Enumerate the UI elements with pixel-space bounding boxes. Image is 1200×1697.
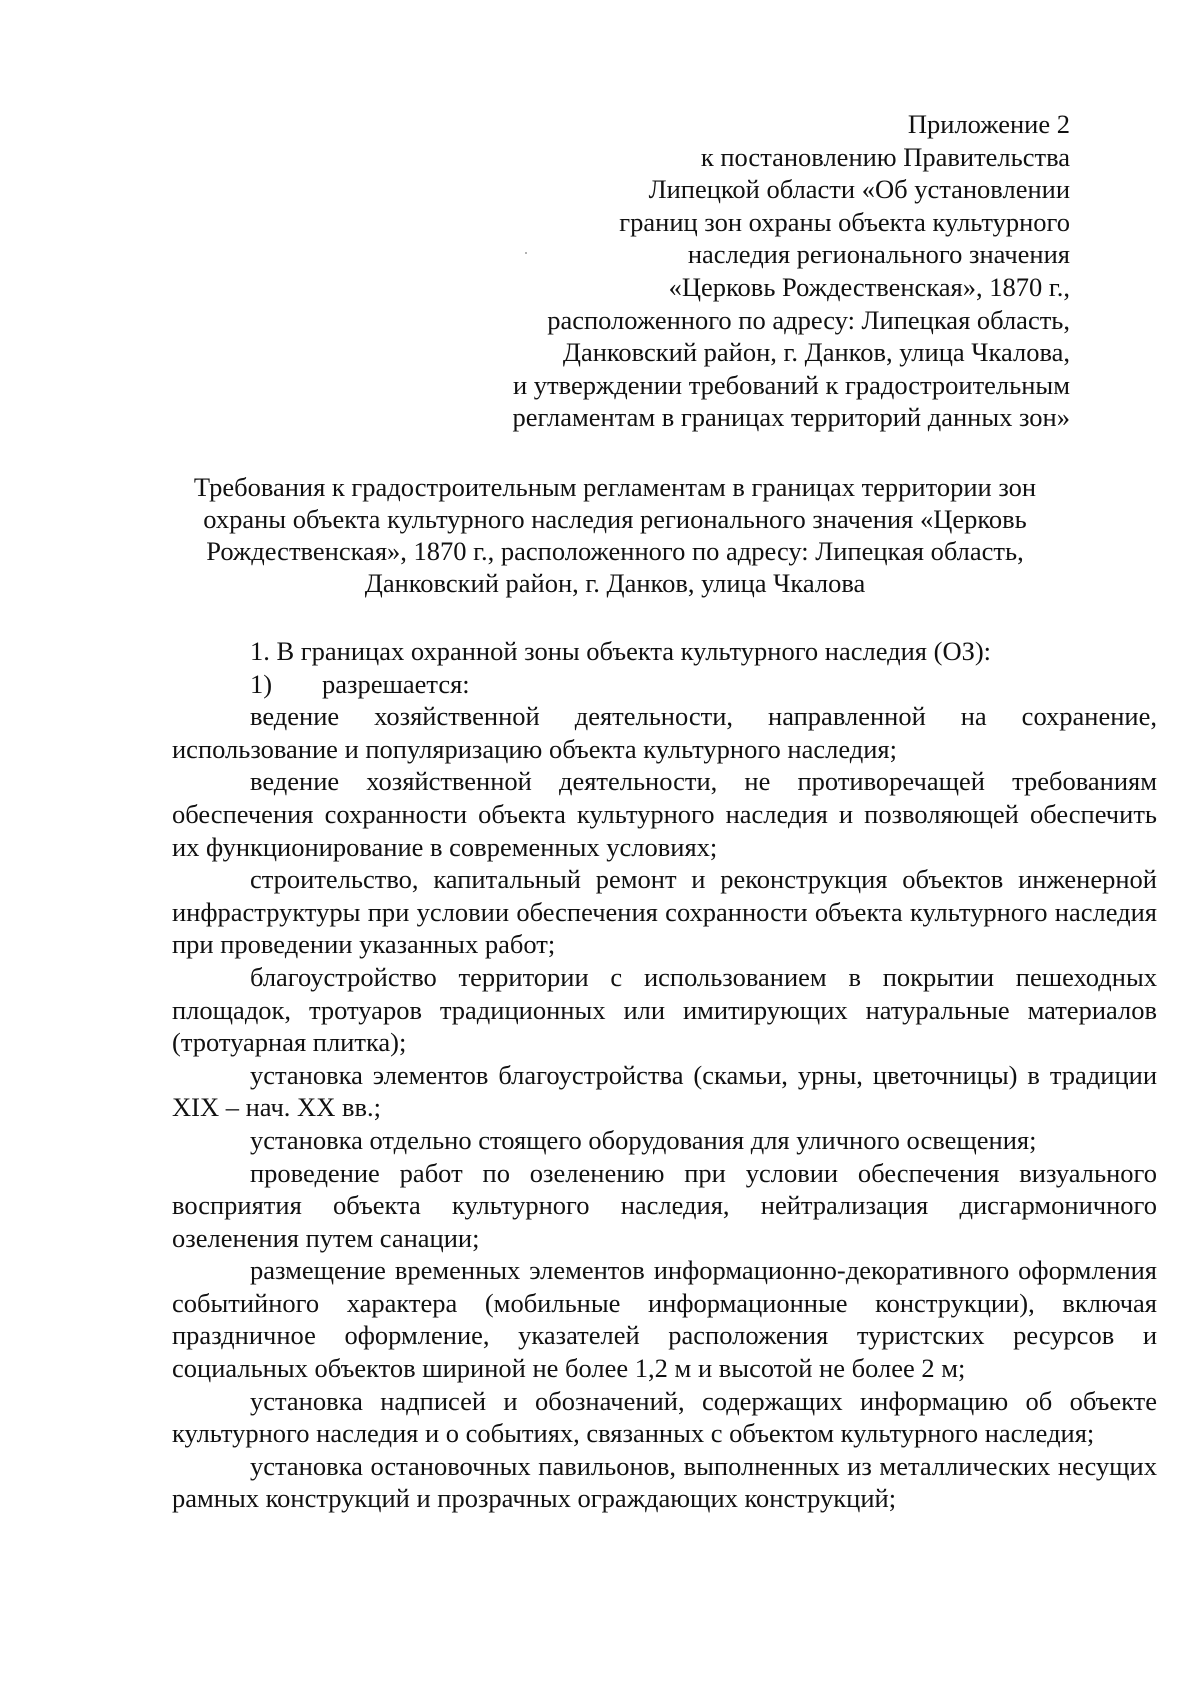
list-item: установка надписей и обозначений, содержащих информацию об объекте культурного наследия и о событиях, связанных с объектом культурного наследия; — [172, 1385, 1157, 1449]
title-line: Рождественская», 1870 г., расположенного по адресу: Липецкая область, — [206, 536, 1024, 566]
list-item: проведение работ по озеленению при условии обеспечения визуального восприятия объекта культурного наследия, нейтрализация дисгармоничного озеленения путем санации; — [172, 1157, 1157, 1253]
list-item: строительство, капитальный ремонт и реконструкция объектов инженерной инфраструктуры при условии обеспечения сохранности объекта культурного наследия при проведении указанных работ; — [172, 864, 1157, 960]
title-line: Требования к градостроительным регламентам в границах территории зон — [193, 472, 1037, 502]
appendix-line: Приложение 2 — [907, 109, 1070, 139]
subsection-number: 1) — [250, 668, 273, 699]
list-item: ведение хозяйственной деятельности, направленной на сохранение, использование и популяризацию объекта культурного наследия; — [172, 701, 1157, 764]
document-title — [160, 471, 1070, 599]
list-item: ведение хозяйственной деятельности, не противоречащей требованиям обеспечения сохранности объекта культурного наследия и позволяющей обеспечить их функционирование в современных условиях; — [172, 766, 1157, 862]
appendix-line: и утверждении требований к градостроительным — [512, 369, 1070, 400]
subsection-heading — [172, 668, 1157, 701]
appendix-line: Липецкой области «Об установлении — [648, 174, 1070, 205]
document-body — [172, 635, 1157, 1515]
appendix-header — [430, 108, 1070, 434]
list-item: благоустройство территории с использованием в покрытии пешеходных площадок, тротуаров традиционных или имитирующих натуральные материалов (тротуарная плитка); — [172, 961, 1157, 1058]
appendix-line: расположенного по адресу: Липецкая область, — [547, 304, 1070, 335]
section-heading: 1. В границах охранной зоны объекта культурного наследия (ОЗ): — [250, 636, 992, 666]
list-item: размещение временных элементов информационно-декоративного оформления событийного характера (мобильные информационные конструкции), включая праздничное оформление, указателей расположения туристских ресурсов и социальных объектов шириной не более 1,2 м и высотой не более 2 м; — [172, 1255, 1157, 1384]
appendix-line: Данковский район, г. Данков, улица Чкалова, — [562, 337, 1070, 368]
appendix-line: границ зон охраны объекта культурного — [619, 206, 1070, 237]
appendix-line: регламентам в границах территорий данных зон» — [512, 402, 1070, 433]
list-item: установка остановочных павильонов, выполненных из металлических несущих рамных конструкций и прозрачных ограждающих конструкций; — [172, 1450, 1157, 1514]
appendix-line: к постановлению Правительства — [700, 141, 1070, 172]
subsection-label: разрешается: — [322, 668, 470, 699]
appendix-line: наследия регионального значения — [687, 239, 1070, 270]
title-line: Данковский район, г. Данков, улица Чкалова — [364, 568, 866, 598]
list-item: установка отдельно стоящего оборудования для уличного освещения; — [250, 1124, 1037, 1155]
list-item: установка элементов благоустройства (скамьи, урны, цветочницы) в традиции XIX – нач. XX вв.; — [172, 1059, 1157, 1123]
appendix-line: «Церковь Рождественская», 1870 г., — [668, 271, 1070, 302]
title-line: охраны объекта культурного наследия регионального значения «Церковь — [203, 504, 1027, 534]
